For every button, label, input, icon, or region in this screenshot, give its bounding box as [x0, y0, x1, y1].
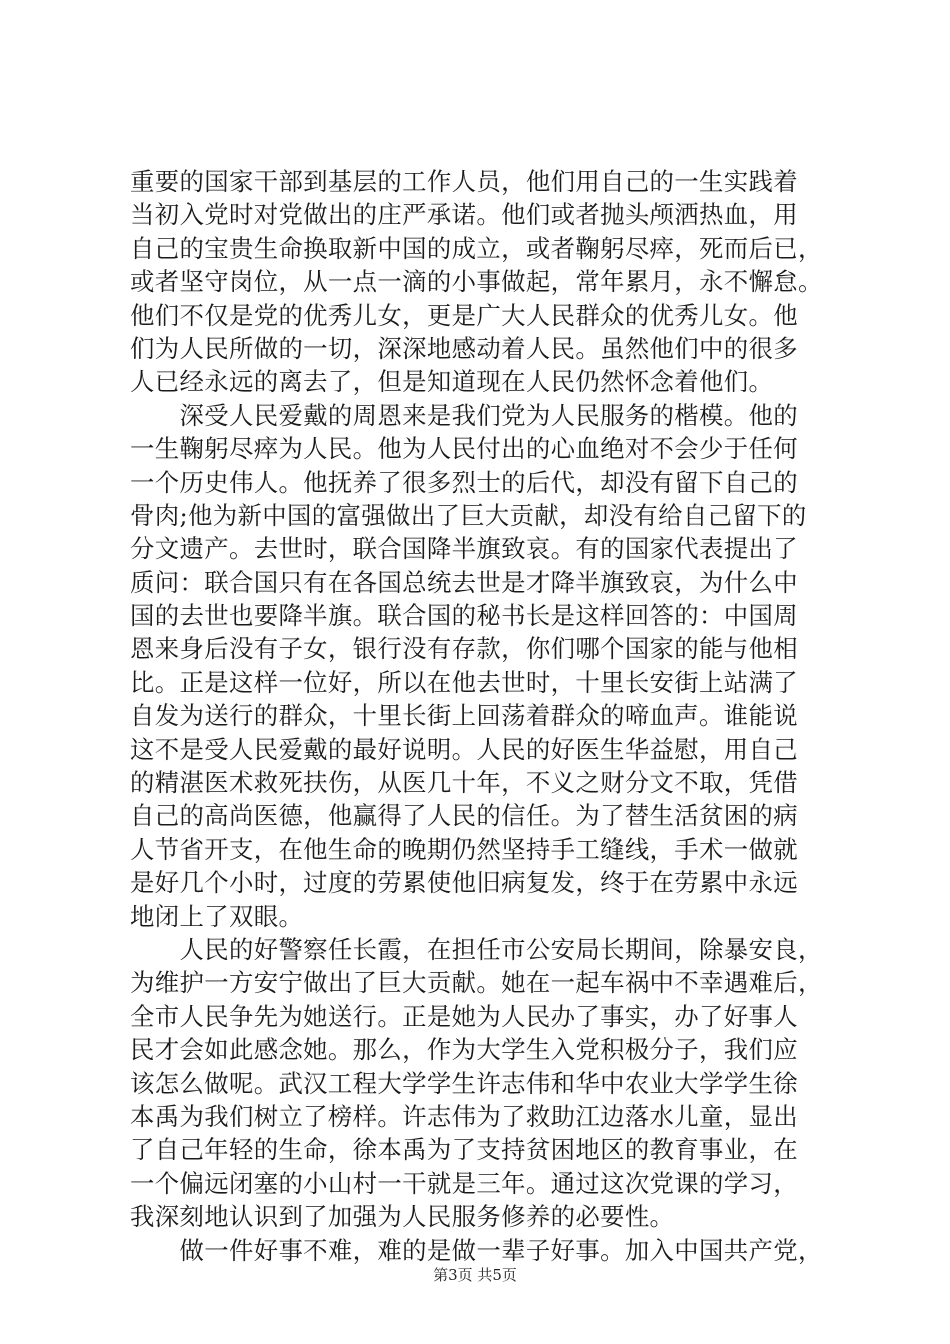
text-line: 自发为送行的群众，十里长街上回荡着群众的啼血声。谁能说 [130, 701, 798, 731]
text-line: 当初入党时对党做出的庄严承诺。他们或者抛头颅洒热血，用 [130, 200, 798, 230]
text-line: 了自己年轻的生命，徐本禹为了支持贫困地区的教育事业，在 [130, 1135, 798, 1165]
text-line: 一生鞠躬尽瘁为人民。他为人民付出的心血绝对不会少于任何 [130, 434, 798, 464]
text-line: 人已经永远的离去了，但是知道现在人民仍然怀念着他们。 [130, 367, 774, 397]
text-line: 本禹为我们树立了榜样。许志伟为了救助江边落水儿童，显出 [130, 1101, 798, 1131]
text-line: 这不是受人民爱戴的最好说明。人民的好医生华益慰，用自己 [130, 734, 798, 764]
text-line: 一个历史伟人。他抚养了很多烈士的后代，却没有留下自己的 [130, 467, 798, 497]
text-line: 人民的好警察任长霞，在担任市公安局长期间，除暴安良， [130, 934, 823, 964]
text-line: 重要的国家干部到基层的工作人员，他们用自己的一生实践着 [130, 167, 798, 196]
text-line: 们为人民所做的一切，深深地感动着人民。虽然他们中的很多 [130, 333, 798, 363]
text-line: 或者坚守岗位，从一点一滴的小事做起，常年累月，永不懈怠。 [130, 267, 823, 297]
text-line: 国的去世也要降半旗。联合国的秘书长是这样回答的：中国周 [130, 601, 798, 631]
text-line: 我深刻地认识到了加强为人民服务修养的必要性。 [130, 1202, 675, 1232]
text-line: 比。正是这样一位好，所以在他去世时，十里长安街上站满了 [130, 667, 798, 697]
text-line: 自己的宝贵生命换取新中国的成立，或者鞠躬尽瘁，死而后已， [130, 233, 823, 263]
text-line: 分文遗产。去世时，联合国降半旗致哀。有的国家代表提出了 [130, 534, 798, 564]
text-line: 是好几个小时，过度的劳累使他旧病复发，终于在劳累中永远 [130, 868, 798, 898]
text-line: 自己的高尚医德，他赢得了人民的信任。为了替生活贫困的病 [130, 801, 798, 831]
text-line: 恩来身后没有子女，银行没有存款，你们哪个国家的能与他相 [130, 634, 798, 664]
document-body [130, 165, 830, 1267]
text-line: 人节省开支，在他生命的晚期仍然坚持手工缝线，手术一做就 [130, 834, 798, 864]
text-line: 全市人民争先为她送行。正是她为人民办了事实，办了好事人 [130, 1001, 798, 1031]
text-line: 一个偏远闭塞的小山村一干就是三年。通过这次党课的学习， [130, 1168, 798, 1198]
text-line: 做一件好事不难，难的是做一辈子好事。加入中国共产党， [130, 1235, 823, 1265]
text-line: 骨肉;他为新中国的富强做出了巨大贡献，却没有给自己留下的 [130, 500, 807, 530]
text-line: 质问：联合国只有在各国总统去世是才降半旗致哀，为什么中 [130, 567, 798, 597]
text-line: 为维护一方安宁做出了巨大贡献。她在一起车祸中不幸遇难后， [130, 968, 823, 998]
text-line: 的精湛医术救死扶伤，从医几十年，不义之财分文不取，凭借 [130, 768, 798, 798]
text-line: 他们不仅是党的优秀儿女，更是广大人民群众的优秀儿女。他 [130, 300, 798, 330]
text-line: 地闭上了双眼。 [130, 901, 304, 931]
text-line: 该怎么做呢。武汉工程大学学生许志伟和华中农业大学学生徐 [130, 1068, 798, 1098]
text-line: 深受人民爱戴的周恩来是我们党为人民服务的楷模。他的 [130, 400, 798, 430]
page-number-footer: 第3页 共5页 [433, 1266, 517, 1284]
text-line: 民才会如此感念她。那么，作为大学生入党积极分子，我们应 [130, 1035, 798, 1065]
